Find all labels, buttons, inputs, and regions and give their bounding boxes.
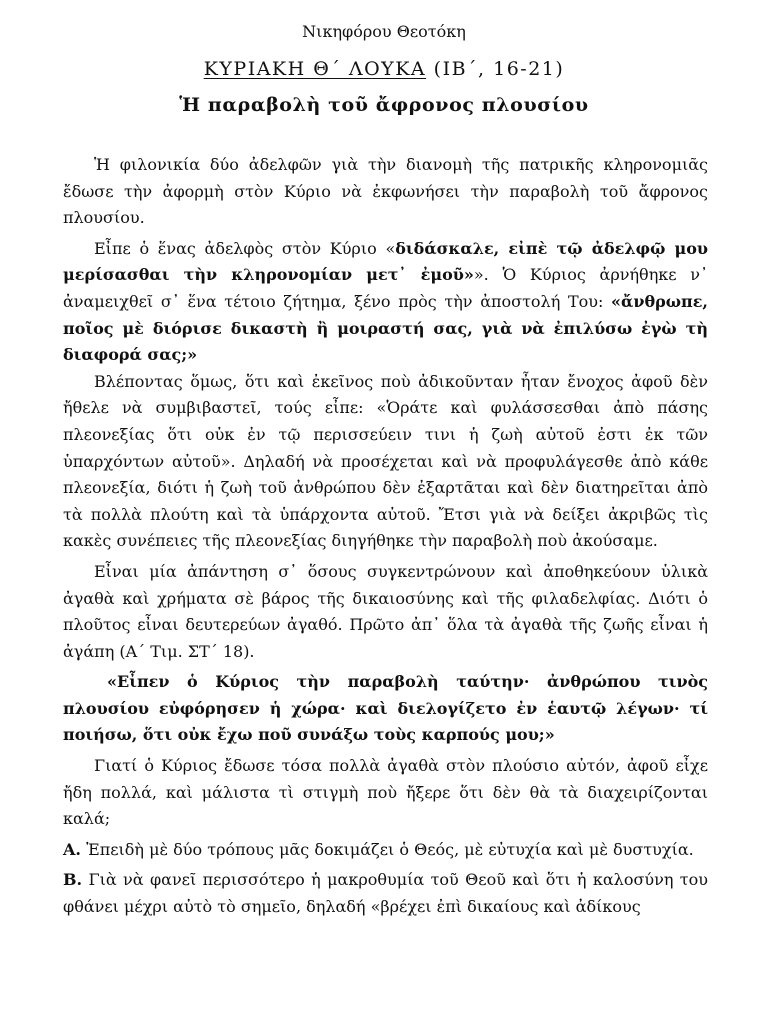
point-a-text: Ἐπειδὴ μὲ δύο τρόπους μᾶς δοκιμάζει ὁ Θεός, μὲ εὐτυχία καὶ μὲ δυστυχία. xyxy=(80,839,694,859)
paragraph-3: Βλέποντας ὅμως, ὅτι καὶ ἐκεῖνος ποὺ ἀδικοῦνταν ἦταν ἔνοχος ἀφοῦ δὲν ἤθελε νὰ συμβιβαστεῖ, τούς εἶπε: «Ὁράτε καὶ φυλάσσεσθαι ἀπὸ πάσης πλεονεξίας ὅτι οὐκ ἐν τῷ περισσεύειν τινι ἡ ζωὴ αὐτοῦ ἐστι ἐκ τῶν ὑπαρχόντων αὐτοῦ». Δηλαδή νὰ προσέχεται καὶ νὰ προφυλάγεσθε ἀπὸ κάθε πλεονεξία, διότι ἡ ζωὴ τοῦ ἀνθρώπου δὲν ἐξαρτᾶται καὶ δὲν διατηρεῖται ἀπὸ τὰ πολλὰ πλούτη καὶ τὰ ὑπάρχοντα αὐτοῦ. Ἔτσι γιὰ νὰ δείξει ἀκριβῶς τὶς κακὲς συνέπειες τῆς πλεονεξίας διηγήθηκε τὴν παραβολὴ ποὺ ἀκούσαμε. xyxy=(63,371,708,551)
point-a-label: Α. xyxy=(63,839,81,859)
title-line xyxy=(0,58,768,80)
point-b-label: Β. xyxy=(63,870,83,890)
paragraph-5-quote: «Εἶπεν ὁ Κύριος τὴν παραβολὴ ταύτην· ἀνθρώπου τινὸς πλουσίου εὐφόρησεν ἡ χώρα· καὶ διελογίζετο ἐν ἑαυτῷ λέγων· τί ποιήσω, ὅτι οὐκ ἔχω ποῦ συνάξω τοὺς καρπούς μου;» xyxy=(63,672,708,745)
document-body xyxy=(63,152,708,921)
sermon-title: ΚΥΡΙΑΚΗ Θ΄ ΛΟΥΚΑ xyxy=(203,58,427,80)
paragraph-4: Εἶναι μία ἀπάντηση σ᾽ ὅσους συγκεντρώνουν καὶ ἀποθηκεύουν ὑλικὰ ἀγαθὰ καὶ χρήματα σὲ βάρος τῆς δικαιοσύνης καὶ τῆς φιλαδελφίας. Διότι ὁ πλοῦτος εἶναι δευτερεύων ἀγαθό. Πρῶτο ἀπ᾽ ὅλα τὰ ἀγαθὰ τῆς ζωῆς εἶναι ἡ ἀγάπη (Α΄ Τιμ. ΣΤ΄ 18). xyxy=(63,561,708,661)
scripture-reference: (ΙΒ΄, 16-21) xyxy=(426,58,565,80)
paragraph-2-quote-b: «ἄνθρωπε, ποῖος μὲ διόρισε δικαστὴ ἢ μοιραστή σας, γιὰ νὰ ἐπιλύσω ἐγὼ τὴ διαφορά σας;» xyxy=(63,291,708,365)
paragraph-8 xyxy=(63,867,708,920)
sermon-subtitle: Ἡ παραβολὴ τοῦ ἄφρονος πλουσίου xyxy=(179,94,589,116)
author-name: Νικηφόρου Θεοτόκη xyxy=(302,22,466,41)
paragraph-2-quote-close: » xyxy=(463,265,474,285)
point-b-text: Γιὰ νὰ φανεῖ περισσότερο ἡ μακροθυμία τοῦ Θεοῦ καὶ ὅτι ἡ καλοσύνη του φθάνει μέχρι αὐτὸ τὸ σημεῖο, δηλαδή «βρέχει ἐπὶ δικαίους καὶ ἀδίκους xyxy=(63,870,708,917)
paragraph-1: Ἡ φιλονικία δύο ἀδελφῶν γιὰ τὴν διανομὴ τῆς πατρικῆς κληρονομιᾶς ἔδωσε τὴν ἀφορμὴ στὸν Κύριο νὰ ἐκφωνήσει τὴν παραβολὴ τοῦ ἄφρονος πλουσίου. xyxy=(63,155,708,228)
paragraph-6: Γιατί ὁ Κύριος ἔδωσε τόσα πολλὰ ἀγαθὰ στὸν πλούσιο αὐτόν, ἀφοῦ εἶχε ἤδη πολλά, καὶ μάλιστα τὶ στιγμὴ ποὺ ἤξερε ὅτι δὲν θὰ τὰ διαχειρίζονται καλά; xyxy=(63,756,708,829)
paragraph-2-text-a: Εἶπε ὁ ἕνας ἀδελφὸς στὸν Κύριο « xyxy=(94,238,396,258)
paragraph-2-text-c: ». Ὁ Κύριος ἀρνήθηκε ν᾽ ἀναμειχθεῖ σ᾽ ἕνα τέτοιο ζήτημα, ξένο πρὸς τὴν ἀποστολή Του: xyxy=(63,265,708,311)
paragraph-2 xyxy=(63,236,708,369)
paragraph-7 xyxy=(63,837,708,864)
paragraph-2-quote-a: διδάσκαλε, εἰπὲ τῷ ἀδελφῷ μου μερίσασθαι τὴν κληρονομίαν μετ᾽ ἐμοῦ xyxy=(63,238,709,285)
